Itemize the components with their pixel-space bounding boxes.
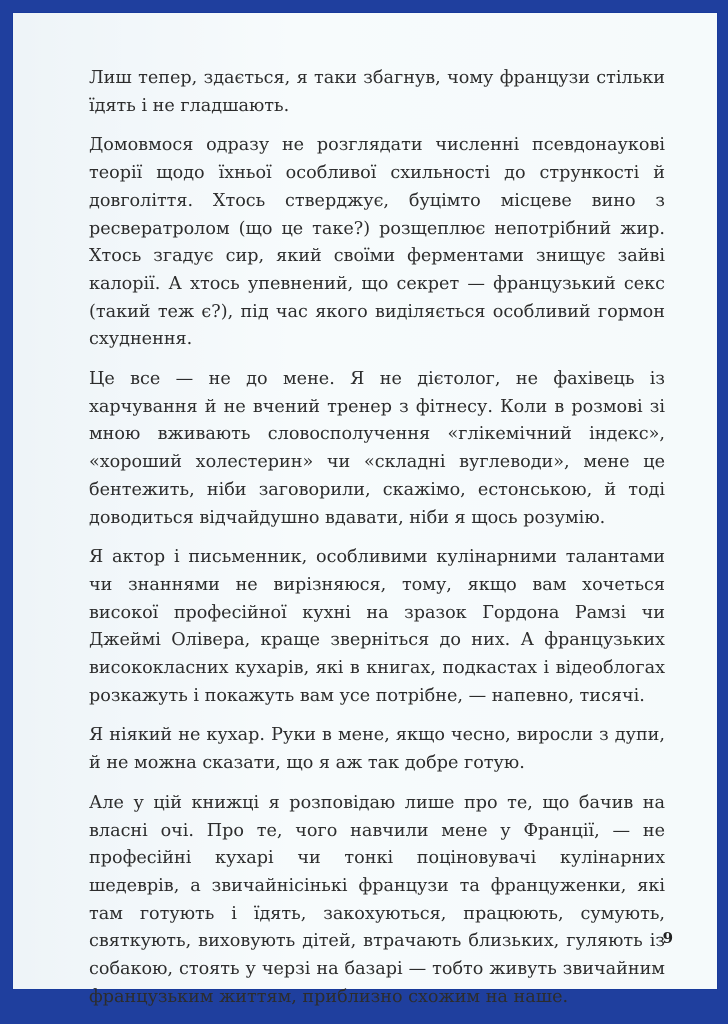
paragraph-6: Але у цій книжці я розповідаю лише про те, що бачив на власні очі. Про те, чого навчили мене у Франції, — не професійні кухарі чи тонкі поціновувачі кулінарних шедеврів, а звичайнісінькі французи та француженки, які там готують і їдять, закохуються, працюють, сумують, святкують, виховують дітей, втрачають близьких, гуляють із собакою, стоять у черзі на базарі — тобто живуть звичайним французьким життям, приблизно схожим на наше. xyxy=(89,792,665,1007)
paragraph-3: Це все — не до мене. Я не дієтолог, не фахівець із харчування й не вчений тренер з фітнесу. Коли в розмові зі мною вживають словосполучення «глікемічний індекс», «хороший холестерин» чи «складні вуглеводи», мене це бентежить, ніби заговорили, скажімо, естонською, й тоді доводиться відчайдушно вдавати, ніби я щось розумію. xyxy=(89,369,665,528)
paragraph-4: Я актор і письменник, особливими кулінарними талантами чи знаннями не вирізняюся, тому, якщо вам хочеться високої професійної кухні на зразок Гордона Рамзі чи Джеймі Олівера, краще зверніться до них. А французьких висококласних кухарів, які в книгах, подкастах і відеоблогах розкажуть і покажуть вам усе потрібне, — напевно, тисячі. xyxy=(89,547,665,706)
paragraph-1: Лиш тепер, здається, я таки збагнув, чому французи стільки їдять і не гладшають. xyxy=(89,68,665,116)
paragraph-2: Домовмося одразу не розглядати численні псевдонаукові теорії щодо їхньої особливої схильності до стрункості й довголіття. Хтось стверджує, буцімто місцеве вино з ресвератролом (що це таке?) розщеплює непотрібний жир. Хтось згадує сир, який своїми ферментами знищує зайві калорії. А хтось упевнений, що секрет — французький секс (такий теж є?), під час якого виділяється особливий гормон схуднення. xyxy=(89,135,665,350)
book-page xyxy=(12,12,718,1007)
paragraph-5: Я ніякий не кухар. Руки в мене, якщо чесно, виросли з дупи, й не можна сказати, що я аж так добре готую. xyxy=(89,725,665,774)
page-text xyxy=(89,65,665,1024)
page-number: 9 xyxy=(662,929,673,947)
